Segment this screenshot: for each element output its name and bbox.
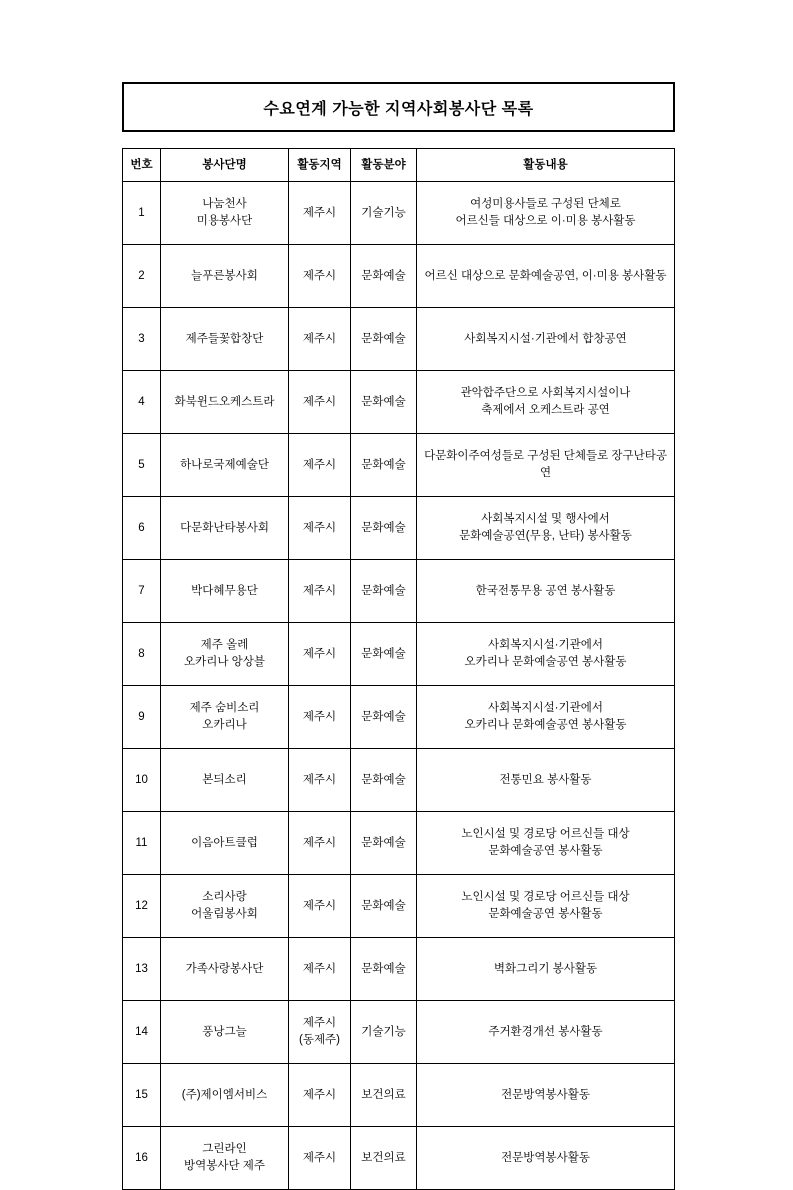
cell-field-line: 기술기능 — [361, 206, 406, 219]
cell-field-line: 문화예술 — [361, 584, 406, 597]
cell-name — [161, 623, 289, 686]
table-row — [123, 560, 675, 623]
table-header — [123, 149, 675, 182]
cell-no: 7 — [123, 560, 161, 623]
cell-field — [351, 434, 417, 497]
table-row — [123, 1064, 675, 1127]
document-title-box — [122, 82, 675, 132]
table-row — [123, 875, 675, 938]
cell-desc — [417, 1064, 675, 1127]
cell-field — [351, 560, 417, 623]
cell-desc-line: 사회복지시설·기관에서 — [488, 639, 603, 652]
table-row — [123, 1127, 675, 1190]
cell-no: 16 — [123, 1127, 161, 1190]
cell-desc-line: 축제에서 오케스트라 공연 — [481, 404, 610, 416]
cell-name-line: 소리사랑 — [202, 891, 247, 904]
cell-desc-line: 사회복지시설 및 행사에서 — [481, 513, 610, 526]
table-header-row — [123, 149, 675, 182]
cell-name — [161, 686, 289, 749]
cell-name-line: 제주 숨비소리 — [189, 702, 260, 715]
cell-area-line: 제주시 — [302, 584, 337, 597]
cell-desc — [417, 560, 675, 623]
cell-area-line: 제주시 — [302, 206, 337, 219]
cell-field-line: 문화예술 — [361, 395, 406, 408]
cell-name-line: 이음아트클럽 — [191, 836, 258, 849]
volunteer-group-table — [122, 148, 675, 1190]
cell-field — [351, 182, 417, 245]
cell-desc — [417, 308, 675, 371]
cell-name-line: 늘푸른봉사회 — [191, 269, 258, 282]
cell-desc — [417, 749, 675, 812]
cell-desc — [417, 245, 675, 308]
cell-desc — [417, 623, 675, 686]
cell-field-line: 문화예술 — [361, 836, 406, 849]
cell-no: 13 — [123, 938, 161, 1001]
cell-desc-line: 주거환경개선 봉사활동 — [488, 1025, 603, 1038]
cell-name — [161, 1064, 289, 1127]
cell-desc-line: 노인시설 및 경로당 어르신들 대상 — [461, 891, 630, 904]
cell-no: 2 — [123, 245, 161, 308]
table-row — [123, 938, 675, 1001]
cell-name-line: 나눔천사 — [202, 198, 247, 211]
cell-area-line: 제주시 — [302, 647, 337, 660]
column-header-no: 번호 — [123, 149, 161, 182]
cell-area-line: 제주시 — [302, 773, 337, 786]
cell-no: 9 — [123, 686, 161, 749]
cell-desc-line: 문화예술공연(무용, 난타) 봉사활동 — [459, 530, 632, 542]
cell-desc-line: 노인시설 및 경로당 어르신들 대상 — [461, 828, 630, 841]
cell-name — [161, 749, 289, 812]
cell-area — [289, 1001, 351, 1064]
cell-desc — [417, 875, 675, 938]
cell-field-line: 문화예술 — [361, 269, 406, 282]
cell-desc-line: 어르신들 대상으로 이·미용 봉사활동 — [455, 215, 636, 227]
cell-area-line: 제주시 — [302, 395, 337, 408]
cell-area — [289, 938, 351, 1001]
cell-area-line: 제주시 — [302, 521, 337, 534]
cell-name — [161, 371, 289, 434]
cell-area-line: 제주시 — [302, 710, 337, 723]
cell-field — [351, 938, 417, 1001]
cell-area — [289, 497, 351, 560]
cell-name — [161, 245, 289, 308]
cell-area-line: 제주시 — [302, 1151, 337, 1164]
cell-no: 3 — [123, 308, 161, 371]
page-title: 수요연계 가능한 지역사회봉사단 목록 — [263, 100, 534, 118]
cell-desc-line: 여성미용사들로 구성된 단체로 — [470, 198, 621, 211]
table-row — [123, 308, 675, 371]
cell-desc — [417, 938, 675, 1001]
cell-area-line: 제주시 — [302, 269, 337, 282]
cell-name-line: 풍낭그늘 — [202, 1025, 247, 1038]
cell-area-line: 제주시 — [302, 1088, 337, 1101]
cell-area-line: 제주시 — [302, 458, 337, 471]
cell-name — [161, 434, 289, 497]
cell-desc-line: 다문화이주여성들로 구성된 단체들로 장구난타공연 — [424, 450, 667, 479]
cell-no: 10 — [123, 749, 161, 812]
cell-area-line: 제주시 — [302, 332, 337, 345]
cell-name-line: 그린라인 — [202, 1143, 247, 1156]
cell-name — [161, 875, 289, 938]
table-row — [123, 371, 675, 434]
cell-desc-line: 사회복지시설·기관에서 — [488, 702, 603, 715]
table-body — [123, 182, 675, 1190]
cell-area — [289, 686, 351, 749]
cell-no: 1 — [123, 182, 161, 245]
table-row — [123, 686, 675, 749]
cell-area-line: 제주시 — [302, 836, 337, 849]
cell-desc — [417, 497, 675, 560]
cell-desc — [417, 434, 675, 497]
cell-desc-line: 전문방역봉사활동 — [501, 1151, 590, 1164]
cell-area-line: (동제주) — [299, 1034, 340, 1046]
cell-field-line: 문화예술 — [361, 710, 406, 723]
cell-name-line: (주)제이엠서비스 — [181, 1088, 268, 1101]
cell-field-line: 문화예술 — [361, 521, 406, 534]
cell-desc-line: 문화예술공연 봉사활동 — [488, 845, 603, 857]
cell-desc — [417, 1127, 675, 1190]
table-row — [123, 812, 675, 875]
cell-field-line: 문화예술 — [361, 458, 406, 471]
cell-field — [351, 497, 417, 560]
cell-area — [289, 371, 351, 434]
cell-field-line: 보건의료 — [361, 1088, 406, 1101]
cell-name — [161, 497, 289, 560]
cell-area — [289, 1127, 351, 1190]
column-header-name: 봉사단명 — [161, 149, 289, 182]
cell-field-line: 문화예술 — [361, 332, 406, 345]
cell-name — [161, 812, 289, 875]
cell-area — [289, 308, 351, 371]
cell-desc — [417, 182, 675, 245]
cell-field — [351, 749, 417, 812]
table-row — [123, 497, 675, 560]
cell-desc-line: 한국전통무용 공연 봉사활동 — [475, 584, 616, 597]
cell-no: 14 — [123, 1001, 161, 1064]
cell-name-line: 제주 올레 — [200, 639, 249, 652]
cell-area — [289, 749, 351, 812]
column-header-area: 활동지역 — [289, 149, 351, 182]
table-row — [123, 182, 675, 245]
cell-field-line: 문화예술 — [361, 773, 406, 786]
cell-desc — [417, 812, 675, 875]
cell-field — [351, 1064, 417, 1127]
table-row — [123, 623, 675, 686]
cell-desc-line: 관악합주단으로 사회복지시설이나 — [460, 387, 631, 400]
cell-name — [161, 938, 289, 1001]
cell-name-line: 화북윈드오케스트라 — [174, 395, 275, 408]
cell-no: 5 — [123, 434, 161, 497]
cell-name — [161, 308, 289, 371]
cell-area-line: 제주시 — [302, 962, 337, 975]
cell-field-line: 기술기능 — [361, 1025, 406, 1038]
cell-name — [161, 560, 289, 623]
cell-area — [289, 623, 351, 686]
cell-no: 12 — [123, 875, 161, 938]
cell-name-line: 하나로국제예술단 — [180, 458, 269, 471]
cell-field-line: 문화예술 — [361, 647, 406, 660]
cell-name — [161, 1001, 289, 1064]
cell-name-line: 어울림봉사회 — [191, 908, 258, 920]
cell-field — [351, 1001, 417, 1064]
column-header-field: 활동분야 — [351, 149, 417, 182]
cell-name-line: 본듸소리 — [202, 773, 247, 786]
cell-name — [161, 1127, 289, 1190]
cell-field — [351, 875, 417, 938]
cell-field — [351, 308, 417, 371]
cell-field — [351, 371, 417, 434]
cell-area — [289, 182, 351, 245]
cell-name-line: 다문화난타봉사회 — [180, 521, 269, 534]
cell-name-line: 박다혜무용단 — [191, 584, 258, 597]
cell-field — [351, 812, 417, 875]
cell-area — [289, 875, 351, 938]
column-header-desc: 활동내용 — [417, 149, 675, 182]
table-row — [123, 749, 675, 812]
cell-area — [289, 560, 351, 623]
cell-no: 6 — [123, 497, 161, 560]
cell-area-line: 제주시 — [302, 899, 337, 912]
cell-field — [351, 623, 417, 686]
cell-desc-line: 어르신 대상으로 문화예술공연, 이·미용 봉사활동 — [424, 269, 667, 282]
cell-area — [289, 812, 351, 875]
cell-field — [351, 245, 417, 308]
cell-name-line: 제주들꽃합창단 — [185, 332, 264, 345]
cell-desc-line: 전통민요 봉사활동 — [499, 773, 592, 786]
cell-no: 8 — [123, 623, 161, 686]
table-row — [123, 434, 675, 497]
cell-desc — [417, 1001, 675, 1064]
cell-desc-line: 오카리나 문화예술공연 봉사활동 — [464, 719, 627, 731]
cell-name-line: 오카리나 — [202, 719, 247, 731]
cell-field-line: 문화예술 — [361, 962, 406, 975]
cell-name-line: 오카리나 앙상블 — [184, 656, 265, 668]
cell-desc-line: 전문방역봉사활동 — [501, 1088, 590, 1101]
cell-no: 11 — [123, 812, 161, 875]
cell-desc-line: 사회복지시설·기관에서 합창공연 — [464, 332, 627, 345]
cell-area — [289, 434, 351, 497]
cell-desc-line: 벽화그리기 봉사활동 — [493, 962, 598, 975]
cell-desc — [417, 686, 675, 749]
cell-area — [289, 1064, 351, 1127]
cell-no: 15 — [123, 1064, 161, 1127]
cell-no: 4 — [123, 371, 161, 434]
cell-name-line: 가족사랑봉사단 — [185, 962, 264, 975]
cell-area-line: 제주시 — [302, 1017, 337, 1030]
cell-name — [161, 182, 289, 245]
cell-field — [351, 1127, 417, 1190]
cell-field — [351, 686, 417, 749]
cell-field-line: 보건의료 — [361, 1151, 406, 1164]
cell-name-line: 미용봉사단 — [196, 215, 253, 227]
cell-desc — [417, 371, 675, 434]
table-row — [123, 1001, 675, 1064]
cell-field-line: 문화예술 — [361, 899, 406, 912]
cell-area — [289, 245, 351, 308]
cell-desc-line: 문화예술공연 봉사활동 — [488, 908, 603, 920]
table-row — [123, 245, 675, 308]
cell-name-line: 방역봉사단 제주 — [184, 1160, 265, 1172]
cell-desc-line: 오카리나 문화예술공연 봉사활동 — [464, 656, 627, 668]
